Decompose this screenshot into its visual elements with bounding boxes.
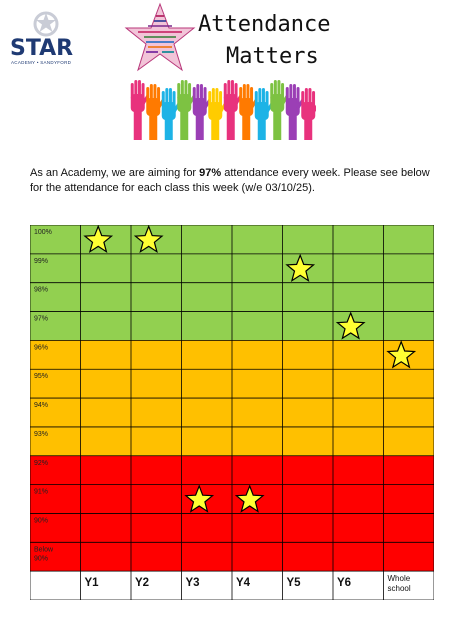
- title-line-2: Matters: [226, 44, 319, 69]
- y-label: 95%: [34, 373, 49, 381]
- title-line-1: Attendance: [198, 12, 331, 37]
- category-label: Y1: [84, 577, 99, 590]
- category-label: Whole school: [387, 574, 411, 594]
- logo-name: STAR: [10, 36, 74, 61]
- word-cloud-star-icon: [124, 2, 196, 74]
- intro-text: [30, 166, 430, 196]
- raised-hands-image: [130, 74, 316, 140]
- y-label: 93%: [34, 430, 49, 438]
- y-label: Below 90%: [34, 546, 54, 563]
- category-label: Y2: [135, 577, 150, 590]
- attendance-chart: [30, 225, 434, 600]
- y-label: 92%: [34, 459, 49, 467]
- y-label: 90%: [34, 517, 49, 525]
- y-label: 97%: [34, 315, 49, 323]
- y-label: 98%: [34, 286, 49, 294]
- raised-hand-icon: [301, 88, 316, 140]
- logo-subtitle: ACADEMY • SANDYFORD: [11, 60, 72, 65]
- y-label: 100%: [34, 229, 52, 236]
- y-label: 99%: [34, 257, 49, 265]
- intro-text-end: attendance every week. Please see below for the attendance for each class this week (w/e 03/10/25).: [30, 167, 430, 194]
- intro-text-start: As an Academy, we are aiming for: [30, 167, 200, 179]
- category-label: Y6: [337, 577, 352, 590]
- y-label: 96%: [34, 344, 49, 352]
- y-label: 94%: [34, 402, 49, 410]
- category-label: Y5: [286, 577, 301, 590]
- y-label: 91%: [34, 488, 49, 496]
- category-label: Y4: [236, 577, 251, 590]
- intro-target-percent: 97%: [199, 167, 222, 179]
- category-label: Y3: [185, 577, 200, 590]
